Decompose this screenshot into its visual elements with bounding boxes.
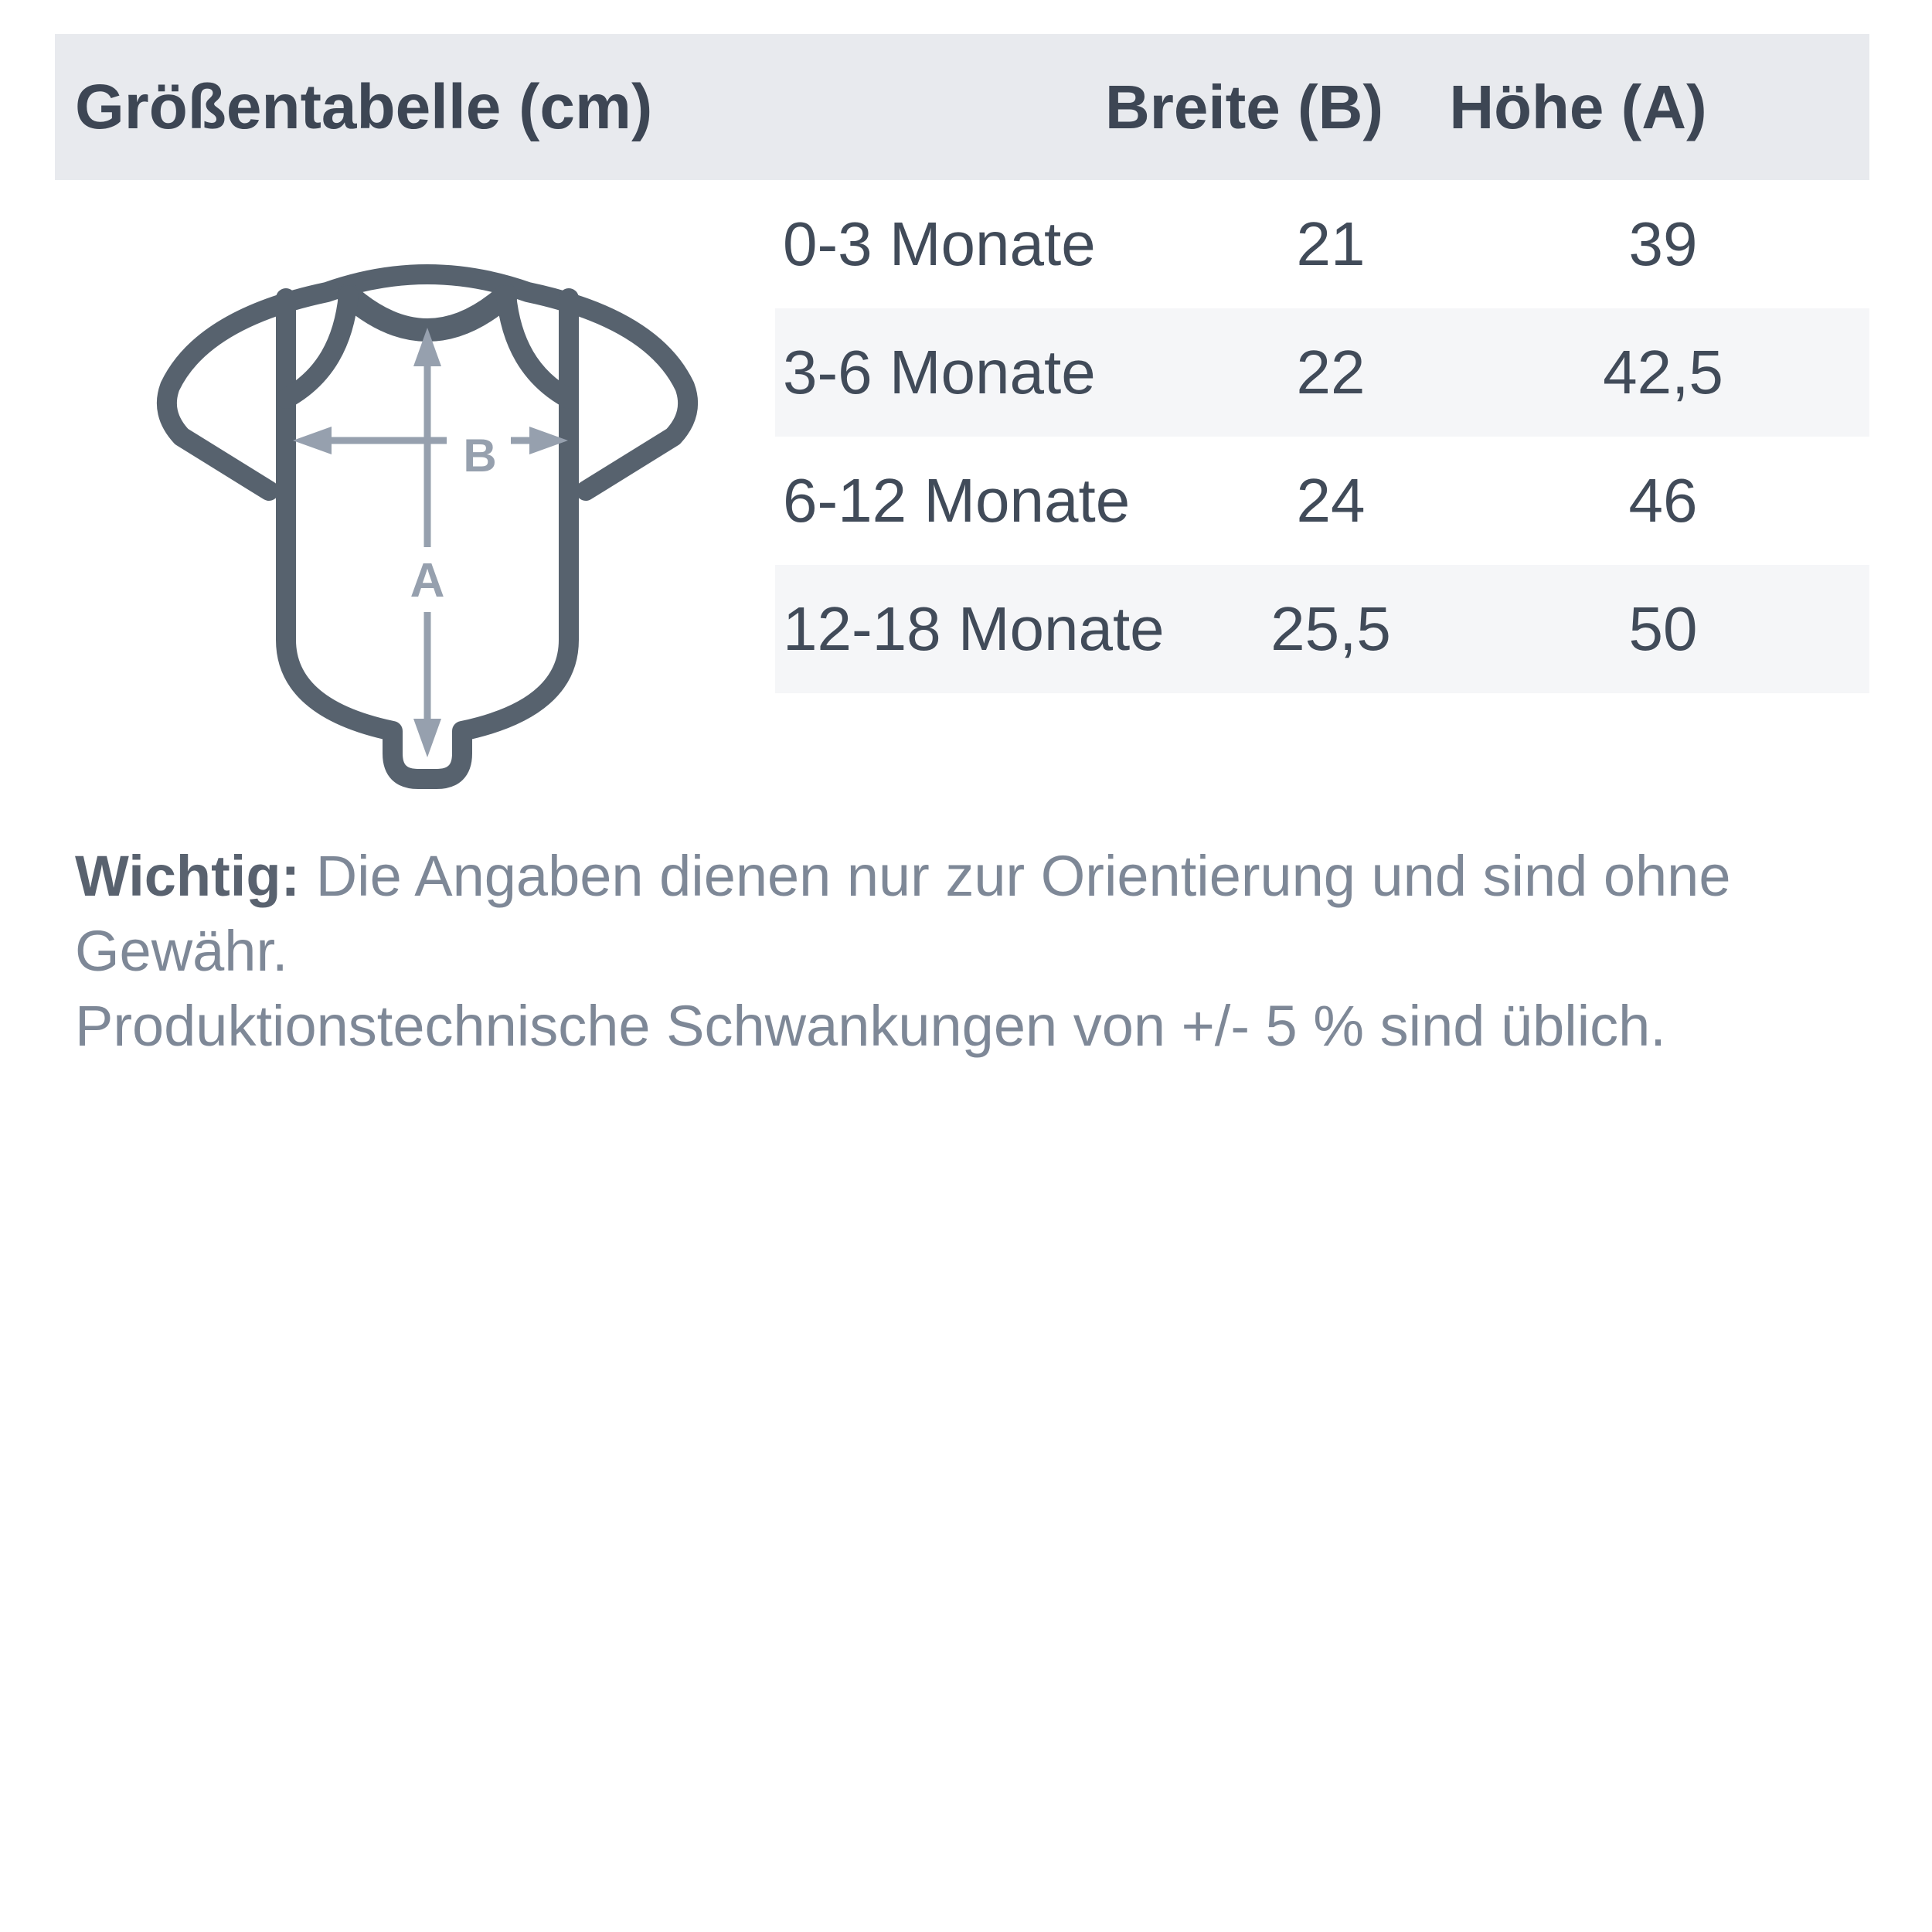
column-header-height: Höhe (A) xyxy=(1449,72,1707,141)
disclaimer-text-1: Die Angaben dienen nur zur Orientierung und sind ohne Gewähr. xyxy=(75,844,1731,983)
table-row xyxy=(775,437,1869,565)
width-arrowhead-left-icon xyxy=(293,427,332,454)
table-row xyxy=(775,180,1869,308)
width-value: 24 xyxy=(1296,466,1366,535)
width-value: 25,5 xyxy=(1270,594,1391,663)
table-row xyxy=(775,308,1869,437)
height-arrowhead-down-icon xyxy=(413,719,441,757)
height-value: 50 xyxy=(1628,594,1698,663)
height-value: 46 xyxy=(1628,466,1698,535)
size-label: 12-18 Monate xyxy=(783,594,1165,663)
table-row xyxy=(775,565,1869,693)
height-value: 42,5 xyxy=(1603,338,1723,406)
disclaimer-line-2 xyxy=(75,988,1906,1063)
disclaimer-note xyxy=(75,838,1906,1063)
disclaimer-text-2: Produktionstechnische Schwankungen von +/- 5 % sind üblich. xyxy=(75,994,1666,1058)
bodysuit-collar xyxy=(349,295,506,330)
measurement-arrows xyxy=(330,365,532,720)
width-dimension-label: B xyxy=(463,430,497,481)
width-value: 22 xyxy=(1296,338,1366,406)
bodysuit-measurement-diagram xyxy=(141,247,713,796)
height-dimension-label: A xyxy=(410,554,445,607)
column-header-width: Breite (B) xyxy=(1104,72,1384,141)
width-value: 21 xyxy=(1296,209,1366,278)
table-header xyxy=(55,34,1869,180)
disclaimer-line-1 xyxy=(75,838,1906,988)
size-label: 6-12 Monate xyxy=(783,466,1131,535)
height-value: 39 xyxy=(1628,209,1698,278)
table-title: Größentabelle (cm) xyxy=(75,71,653,142)
disclaimer-label: Wichtig: xyxy=(75,844,301,908)
size-label: 0-3 Monate xyxy=(783,209,1096,278)
size-label: 3-6 Monate xyxy=(783,338,1096,406)
